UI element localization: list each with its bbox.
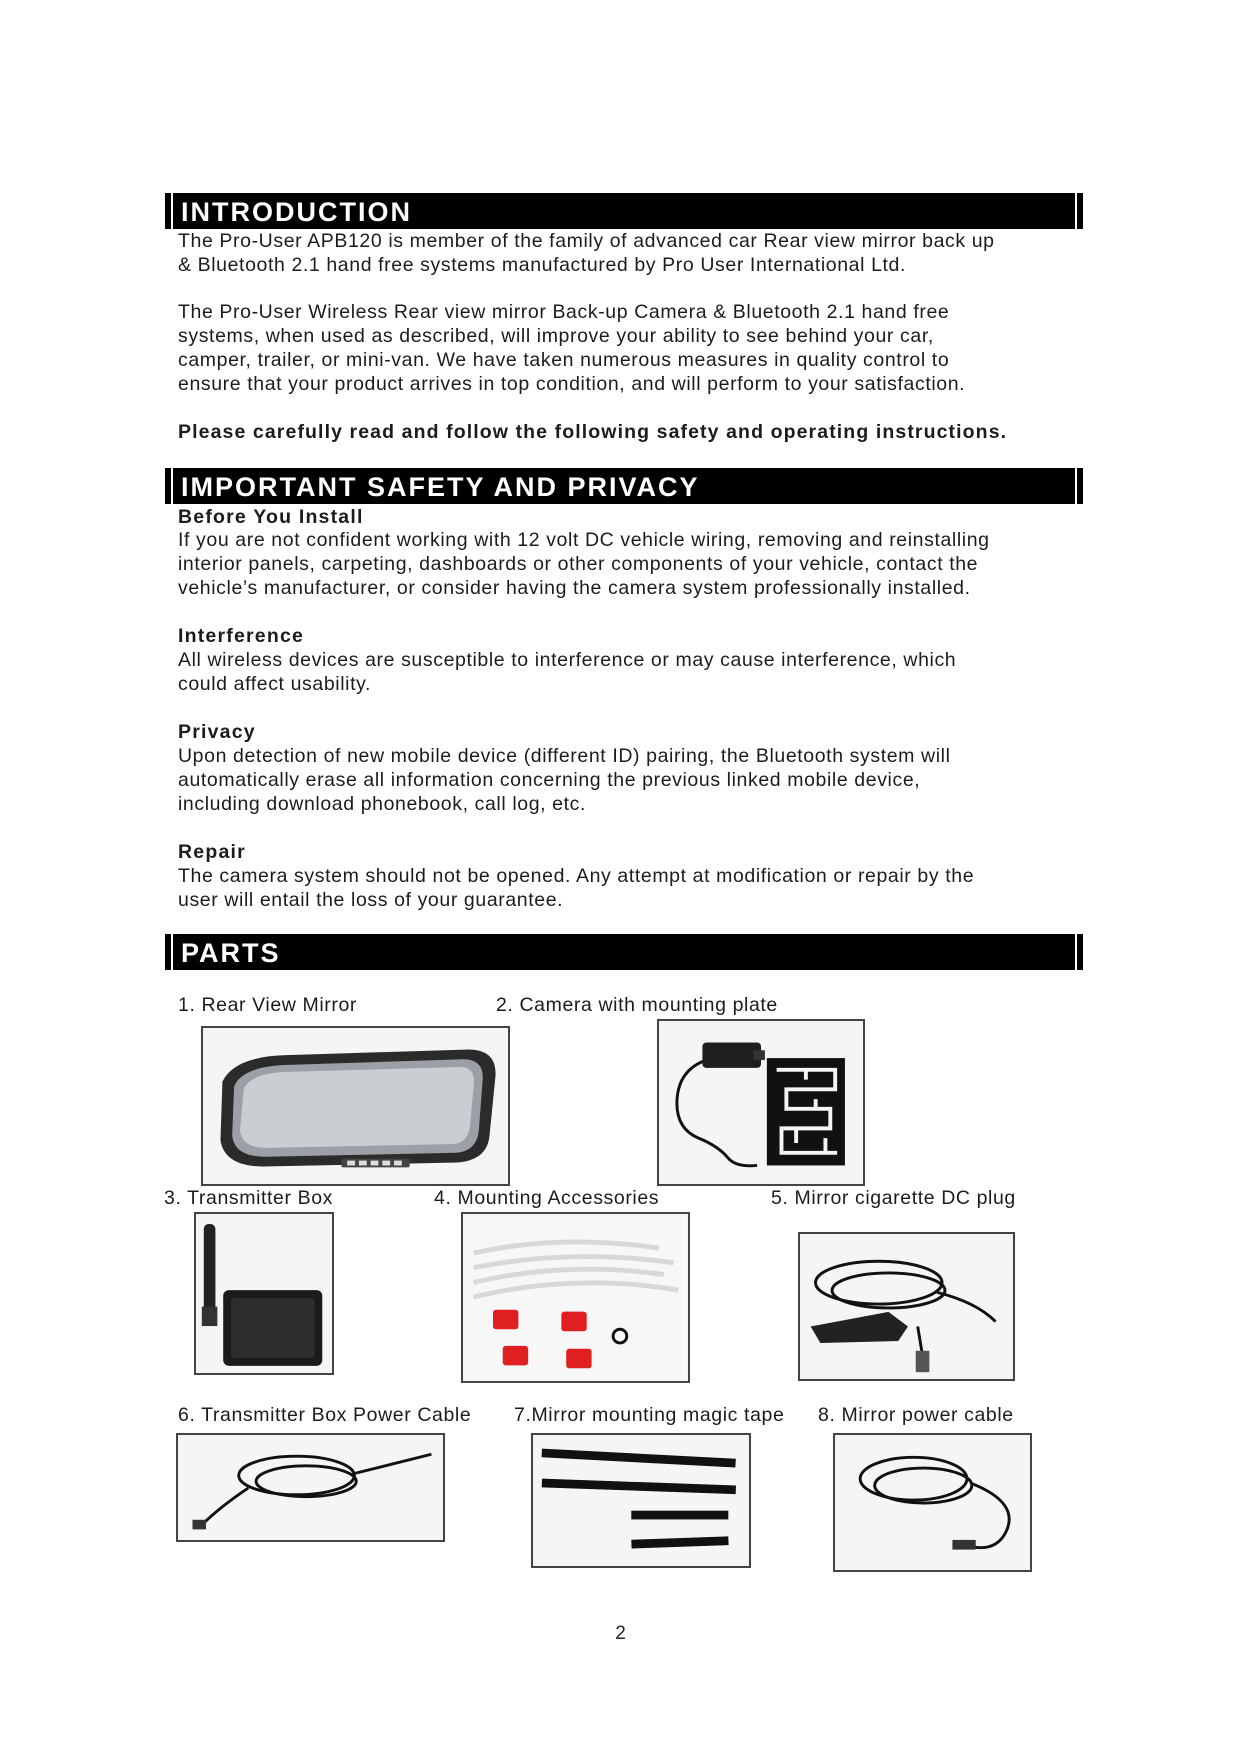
transmitter-illustration	[196, 1214, 332, 1373]
page-number: 2	[615, 1623, 626, 1644]
power-cable-illustration	[178, 1435, 443, 1540]
privacy-heading: Privacy	[178, 721, 256, 743]
mirror-cable-illustration	[835, 1435, 1030, 1570]
accessories-illustration	[463, 1214, 688, 1381]
part-5-caption: 5. Mirror cigarette DC plug	[771, 1187, 1016, 1209]
text-line: could affect usability.	[178, 673, 372, 695]
text-line: The Pro-User Wireless Rear view mirror Back-up Camera & Bluetooth 2.1 hand free	[178, 301, 950, 323]
before-install-heading: Before You Install	[178, 506, 364, 528]
text-line: & Bluetooth 2.1 hand free systems manufactured by Pro User International Ltd.	[178, 254, 906, 276]
mounting-accessories-image	[461, 1212, 690, 1383]
transmitter-power-cable-image	[176, 1433, 445, 1542]
magic-tape-illustration	[533, 1435, 749, 1566]
text-line: automatically erase all information concerning the previous linked mobile device,	[178, 769, 921, 791]
intro-paragraph-1	[178, 229, 1078, 277]
interference-text	[178, 648, 1078, 696]
text-line: All wireless devices are susceptible to interference or may cause interference, which	[178, 649, 957, 671]
safety-title: IMPORTANT SAFETY AND PRIVACY	[181, 472, 700, 502]
camera-illustration	[659, 1021, 863, 1184]
part-1-caption: 1. Rear View Mirror	[178, 994, 357, 1016]
interference-heading: Interference	[178, 625, 305, 647]
text-line: interior panels, carpeting, dashboards or other components of your vehicle, contact the	[178, 553, 979, 575]
parts-header	[165, 934, 1083, 970]
introduction-title: INTRODUCTION	[181, 197, 412, 227]
text-line: ensure that your product arrives in top condition, and will perform to your satisfaction.	[178, 373, 966, 395]
part-4-caption: 4. Mounting Accessories	[434, 1187, 660, 1209]
text-line: Upon detection of new mobile device (different ID) pairing, the Bluetooth system will	[178, 745, 951, 767]
text-line: including download phonebook, call log, etc.	[178, 793, 587, 815]
safety-notice	[178, 420, 1078, 444]
before-install-text	[178, 528, 1078, 600]
part-2-caption: 2. Camera with mounting plate	[496, 994, 778, 1016]
transmitter-box-image	[194, 1212, 334, 1375]
dc-plug-illustration	[800, 1234, 1013, 1379]
repair-heading: Repair	[178, 841, 246, 863]
intro-paragraph-2	[178, 300, 1078, 396]
text-line: Please carefully read and follow the following safety and operating instructions.	[178, 421, 1008, 443]
mirror-illustration	[203, 1028, 508, 1184]
repair-text	[178, 864, 1078, 912]
privacy-text	[178, 744, 1078, 816]
text-line: user will entail the loss of your guarantee.	[178, 889, 564, 911]
parts-title: PARTS	[181, 938, 281, 968]
cigarette-dc-plug-image	[798, 1232, 1015, 1381]
text-line: camper, trailer, or mini-van. We have taken numerous measures in quality control to	[178, 349, 950, 371]
rear-view-mirror-image	[201, 1026, 510, 1186]
magic-tape-image	[531, 1433, 751, 1568]
introduction-header	[165, 193, 1083, 229]
text-line: vehicle’s manufacturer, or consider having the camera system professionally installed.	[178, 577, 971, 599]
safety-header	[165, 468, 1083, 504]
text-line: The Pro-User APB120 is member of the family of advanced car Rear view mirror back up	[178, 230, 995, 252]
camera-with-mounting-plate-image	[657, 1019, 865, 1186]
part-7-caption: 7.Mirror mounting magic tape	[514, 1404, 785, 1426]
part-6-caption: 6. Transmitter Box Power Cable	[178, 1404, 472, 1426]
text-line: systems, when used as described, will improve your ability to see behind your car,	[178, 325, 934, 347]
part-3-caption: 3. Transmitter Box	[164, 1187, 334, 1209]
mirror-power-cable-image	[833, 1433, 1032, 1572]
text-line: The camera system should not be opened. Any attempt at modification or repair by the	[178, 865, 975, 887]
part-8-caption: 8. Mirror power cable	[818, 1404, 1014, 1426]
text-line: If you are not confident working with 12 volt DC vehicle wiring, removing and reinstalling	[178, 529, 990, 551]
